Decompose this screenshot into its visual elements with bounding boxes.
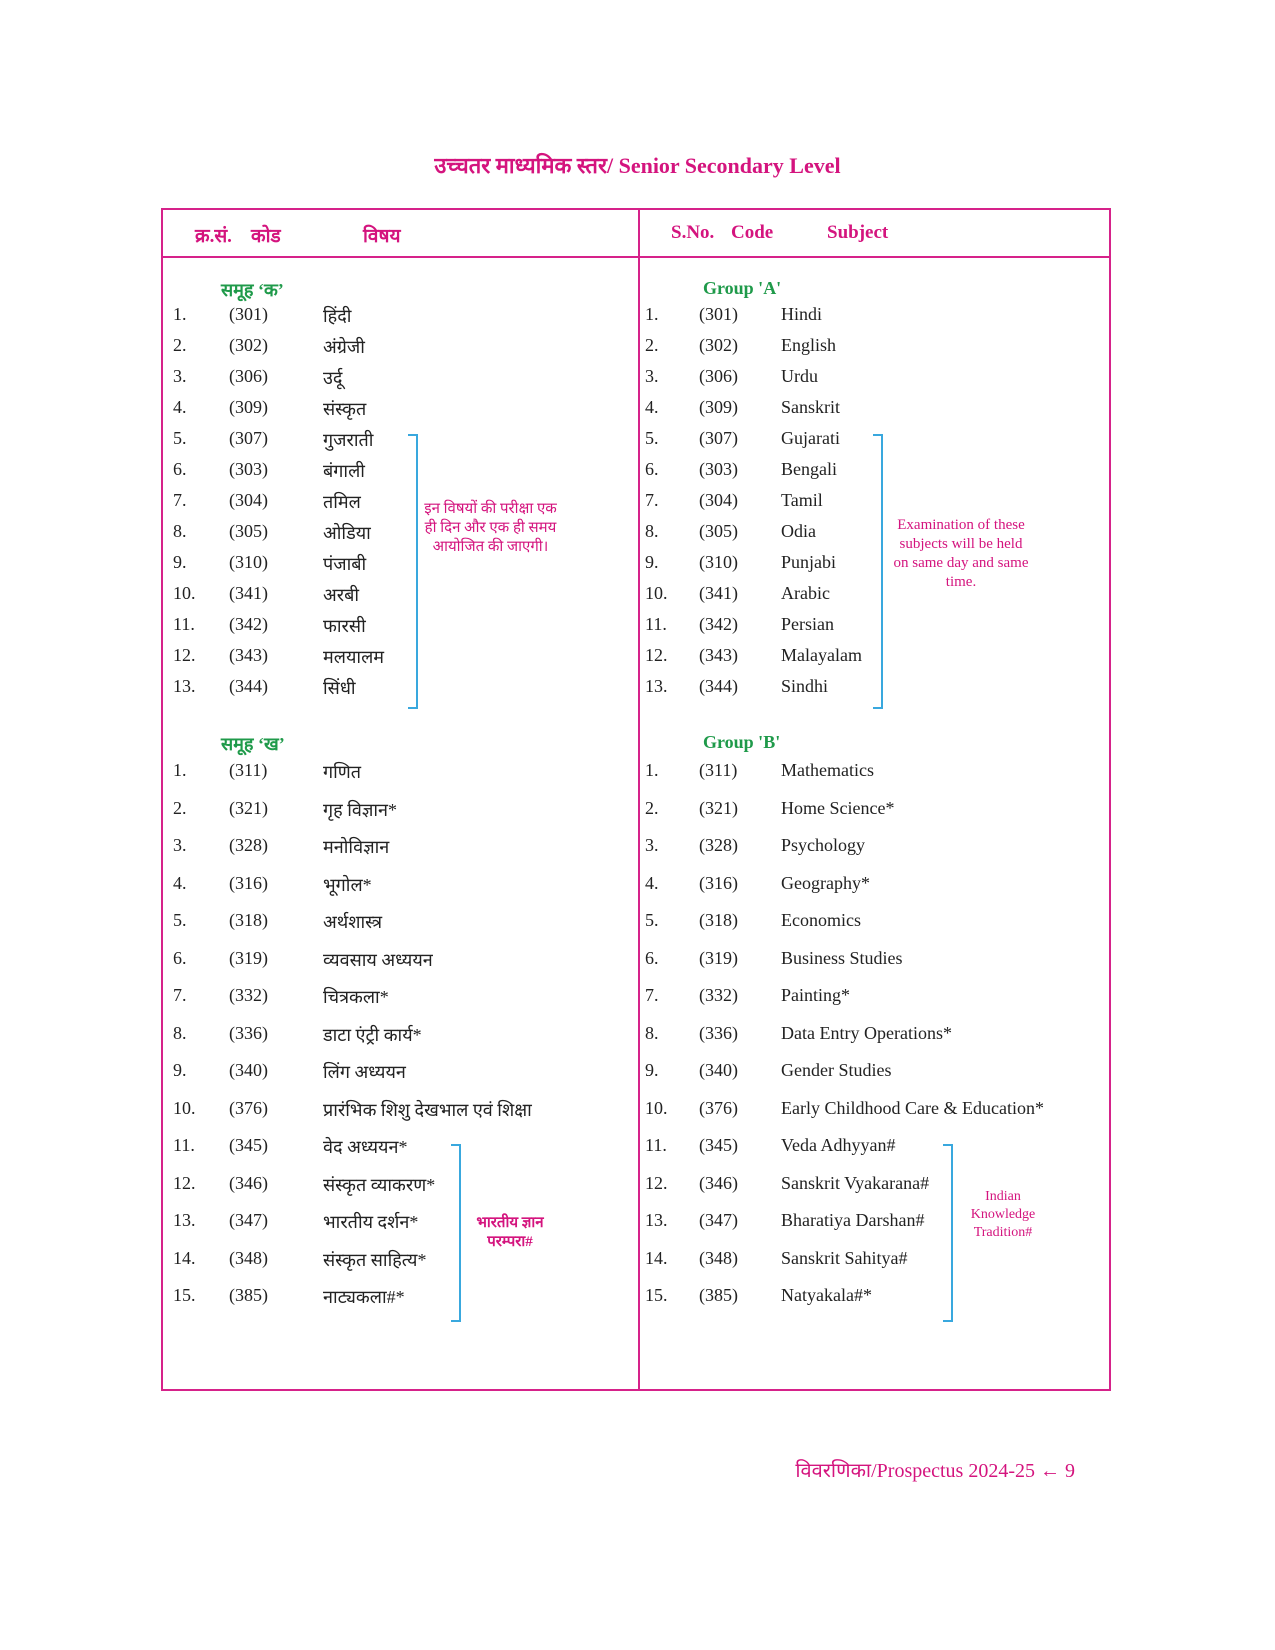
- row-code-en: (341): [699, 583, 738, 603]
- row-subject-hi: मनोविज्ञान: [323, 837, 390, 857]
- table-row: [163, 676, 1111, 702]
- row-code-en: (348): [699, 1247, 738, 1268]
- row-sno-hi: 13.: [173, 1210, 196, 1230]
- row-code-hi: (311): [229, 760, 268, 780]
- row-subject-hi: संस्कृत: [323, 399, 367, 419]
- row-subject-hi: संस्कृत साहित्य*: [323, 1249, 427, 1270]
- row-sno-hi: 12.: [173, 645, 196, 665]
- row-code-en: (310): [699, 552, 738, 572]
- table-row: [163, 835, 1111, 861]
- row-subject-hi: लिंग अध्ययन: [323, 1062, 406, 1082]
- table-row: [163, 910, 1111, 936]
- row-sno-hi: 1.: [173, 304, 187, 324]
- row-subject-hi: प्रारंभिक शिशु देखभाल एवं शिक्षा: [323, 1099, 532, 1120]
- table-row: [163, 335, 1111, 361]
- table-row: [163, 366, 1111, 392]
- row-code-hi: (319): [229, 947, 268, 968]
- row-sno-hi: 1.: [173, 760, 187, 780]
- row-code-hi: (376): [229, 1097, 268, 1118]
- row-code-en: (328): [699, 835, 738, 855]
- row-code-hi: (309): [229, 397, 268, 417]
- row-sno-en: 1.: [645, 304, 659, 324]
- page-footer: [795, 1456, 1075, 1483]
- group-a-heading-hi: समूह ‘क’: [221, 280, 284, 300]
- row-subject-en: Sanskrit: [781, 397, 841, 417]
- row-sno-en: 8.: [645, 521, 659, 541]
- table-row: [163, 798, 1111, 824]
- row-code-en: (303): [699, 459, 738, 479]
- row-code-hi: (340): [229, 1060, 268, 1080]
- row-subject-en: Gender Studies: [781, 1060, 892, 1080]
- row-subject-en: Odia: [781, 521, 816, 541]
- row-sno-hi: 4.: [173, 872, 187, 893]
- footer-text: विवरणिका/Prospectus 2024-25: [795, 1460, 1035, 1482]
- row-subject-hi: गुजराती: [323, 430, 374, 450]
- row-sno-en: 6.: [645, 459, 659, 479]
- row-sno-hi: 12.: [173, 1172, 196, 1193]
- row-code-hi: (343): [229, 645, 268, 665]
- row-sno-en: 12.: [645, 645, 668, 665]
- row-code-en: (347): [699, 1210, 738, 1230]
- row-subject-en: Persian: [781, 614, 834, 634]
- row-sno-en: 11.: [645, 614, 667, 634]
- row-subject-hi: हिंदी: [323, 306, 352, 326]
- row-subject-hi: सिंधी: [323, 678, 356, 698]
- row-code-en: (309): [699, 397, 738, 417]
- table-row: [163, 645, 1111, 671]
- row-code-hi: (336): [229, 1022, 268, 1043]
- row-code-en: (342): [699, 614, 738, 634]
- row-subject-en: Veda Adhyyan#: [781, 1135, 896, 1155]
- table-row: [163, 948, 1111, 974]
- row-code-en: (343): [699, 645, 738, 665]
- group-b-heading-en: Group 'B': [703, 732, 781, 752]
- row-code-hi: (345): [229, 1135, 268, 1155]
- row-subject-en: Sanskrit Sahitya#: [781, 1247, 908, 1268]
- row-subject-hi: अरबी: [323, 585, 360, 605]
- row-sno-hi: 2.: [173, 797, 187, 818]
- row-subject-en: Painting*: [781, 985, 851, 1005]
- table-row: [163, 459, 1111, 485]
- row-subject-hi: संस्कृत व्याकरण*: [323, 1174, 436, 1195]
- row-code-en: (336): [699, 1022, 738, 1043]
- row-code-en: (321): [699, 797, 738, 818]
- ikt-note-en: Indian Knowledge Tradition#: [970, 1189, 1036, 1240]
- row-sno-en: 2.: [645, 797, 659, 818]
- group-b-heading-hi: समूह ‘ख’: [221, 734, 285, 754]
- row-sno-hi: 15.: [173, 1285, 196, 1305]
- page-number: 9: [1065, 1460, 1075, 1482]
- row-subject-hi: तमिल: [323, 492, 361, 512]
- row-sno-hi: 11.: [173, 614, 195, 634]
- row-sno-hi: 5.: [173, 910, 187, 930]
- row-sno-hi: 4.: [173, 397, 187, 417]
- row-sno-hi: 5.: [173, 428, 187, 448]
- row-code-hi: (306): [229, 366, 268, 386]
- row-sno-en: 8.: [645, 1022, 659, 1043]
- page-title: उच्चतर माध्यमिक स्तर/ Senior Secondary Level: [434, 153, 841, 178]
- exam-brace-hi: [408, 434, 418, 709]
- row-subject-hi: उर्दू: [323, 368, 343, 388]
- row-code-hi: (341): [229, 583, 268, 603]
- row-subject-en: Natyakala#*: [781, 1285, 872, 1305]
- row-subject-en: Bharatiya Darshan#: [781, 1210, 925, 1230]
- row-subject-en: Punjabi: [781, 552, 837, 572]
- row-code-hi: (328): [229, 835, 268, 855]
- row-sno-en: 6.: [645, 947, 659, 968]
- row-sno-en: 5.: [645, 910, 659, 930]
- row-subject-hi: अंग्रेजी: [323, 337, 365, 357]
- row-sno-hi: 3.: [173, 366, 187, 386]
- row-subject-en: Hindi: [781, 304, 823, 324]
- row-code-hi: (303): [229, 459, 268, 479]
- row-code-hi: (310): [229, 552, 268, 572]
- row-subject-hi: भूगोल*: [323, 874, 372, 895]
- row-code-en: (345): [699, 1135, 738, 1155]
- row-subject-hi: चित्रकला*: [323, 987, 389, 1007]
- row-code-en: (376): [699, 1097, 738, 1118]
- row-subject-hi: डाटा एंट्री कार्य*: [323, 1024, 422, 1045]
- row-code-hi: (318): [229, 910, 268, 930]
- row-code-hi: (304): [229, 490, 268, 510]
- row-subject-hi: व्यवसाय अध्ययन: [323, 949, 433, 970]
- row-code-en: (344): [699, 676, 738, 696]
- header-subject-hi: विषय: [363, 226, 401, 247]
- table-row: [163, 1098, 1111, 1124]
- row-subject-hi: ओडिया: [323, 523, 371, 543]
- header-code-hi: कोड: [251, 226, 281, 247]
- table-row: [163, 1285, 1111, 1311]
- row-sno-en: 14.: [645, 1247, 668, 1268]
- row-subject-en: English: [781, 335, 837, 355]
- row-subject-hi: वेद अध्ययन*: [323, 1137, 408, 1157]
- table-row: [163, 1248, 1111, 1274]
- row-subject-en: Business Studies: [781, 947, 903, 968]
- ikt-brace-hi: [451, 1144, 461, 1322]
- row-sno-en: 2.: [645, 335, 659, 355]
- row-code-hi: (385): [229, 1285, 268, 1305]
- row-sno-en: 10.: [645, 1097, 668, 1118]
- row-code-en: (316): [699, 872, 738, 893]
- footer-arrow-icon: ←: [1040, 1460, 1060, 1482]
- row-sno-en: 7.: [645, 490, 659, 510]
- row-sno-hi: 8.: [173, 521, 187, 541]
- row-code-en: (302): [699, 335, 738, 355]
- row-sno-en: 12.: [645, 1172, 668, 1193]
- row-sno-hi: 3.: [173, 835, 187, 855]
- row-sno-hi: 9.: [173, 552, 187, 572]
- row-code-en: (305): [699, 521, 738, 541]
- exam-note-hi: इन विषयों की परीक्षा एक ही दिन और एक ही समय आयोजित की जाएगी।: [424, 501, 557, 555]
- row-subject-hi: गृह विज्ञान*: [323, 799, 398, 820]
- row-code-hi: (302): [229, 335, 268, 355]
- row-code-hi: (342): [229, 614, 268, 634]
- row-sno-hi: 10.: [173, 583, 196, 603]
- row-sno-en: 4.: [645, 397, 659, 417]
- row-subject-hi: अर्थशास्त्र: [323, 912, 383, 932]
- header-subject-en: Subject: [827, 222, 889, 243]
- row-subject-hi: फारसी: [323, 616, 366, 636]
- row-subject-en: Tamil: [781, 490, 823, 510]
- row-sno-en: 13.: [645, 1210, 668, 1230]
- row-code-hi: (321): [229, 797, 268, 818]
- table-row: [163, 760, 1111, 786]
- table-row: [163, 397, 1111, 423]
- row-subject-en: Economics: [781, 910, 861, 930]
- header-sno-en: S.No.: [671, 222, 715, 243]
- row-sno-en: 13.: [645, 676, 668, 696]
- row-code-hi: (316): [229, 872, 268, 893]
- row-code-en: (340): [699, 1060, 738, 1080]
- row-code-en: (385): [699, 1285, 738, 1305]
- row-sno-hi: 10.: [173, 1097, 196, 1118]
- row-sno-en: 3.: [645, 366, 659, 386]
- row-code-en: (304): [699, 490, 738, 510]
- row-code-hi: (344): [229, 676, 268, 696]
- row-code-en: (319): [699, 947, 738, 968]
- row-sno-hi: 11.: [173, 1135, 195, 1155]
- table-row: [163, 1135, 1111, 1161]
- row-code-en: (306): [699, 366, 738, 386]
- table-row: [163, 614, 1111, 640]
- row-subject-hi: पंजाबी: [323, 554, 367, 574]
- table-row: [163, 428, 1111, 454]
- row-code-hi: (301): [229, 304, 268, 324]
- row-sno-hi: 7.: [173, 985, 187, 1005]
- row-sno-hi: 13.: [173, 676, 196, 696]
- row-sno-en: 10.: [645, 583, 668, 603]
- row-subject-en: Malayalam: [781, 645, 862, 665]
- row-sno-hi: 6.: [173, 459, 187, 479]
- row-subject-hi: बंगाली: [323, 461, 365, 481]
- header-sno-hi: क्र.सं.: [195, 226, 232, 247]
- row-code-en: (318): [699, 910, 738, 930]
- row-sno-hi: 2.: [173, 335, 187, 355]
- row-subject-en: Sanskrit Vyakarana#: [781, 1172, 930, 1193]
- row-sno-en: 15.: [645, 1285, 668, 1305]
- row-code-en: (332): [699, 985, 738, 1005]
- row-subject-hi: भारतीय दर्शन*: [323, 1212, 419, 1232]
- row-sno-en: 9.: [645, 552, 659, 572]
- row-sno-hi: 8.: [173, 1022, 187, 1043]
- ikt-brace-en: [943, 1144, 953, 1322]
- row-subject-hi: मलयालम: [323, 647, 385, 667]
- row-code-hi: (307): [229, 428, 268, 448]
- row-subject-en: Early Childhood Care & Education*: [781, 1097, 1044, 1118]
- table-row: [163, 490, 1111, 516]
- subjects-table: [161, 208, 1111, 1391]
- row-sno-hi: 6.: [173, 947, 187, 968]
- row-subject-en: Home Science*: [781, 797, 895, 818]
- row-subject-en: Gujarati: [781, 428, 840, 448]
- row-subject-hi: गणित: [323, 762, 362, 782]
- ikt-note-hi: भारतीय ज्ञान परम्परा#: [476, 1215, 544, 1250]
- row-sno-hi: 14.: [173, 1247, 196, 1268]
- row-code-hi: (332): [229, 985, 268, 1005]
- row-subject-en: Sindhi: [781, 676, 829, 696]
- row-code-en: (307): [699, 428, 738, 448]
- row-sno-en: 4.: [645, 872, 659, 893]
- row-sno-en: 1.: [645, 760, 659, 780]
- row-sno-en: 3.: [645, 835, 659, 855]
- row-sno-en: 7.: [645, 985, 659, 1005]
- row-subject-en: Geography*: [781, 872, 870, 893]
- row-subject-en: Urdu: [781, 366, 818, 386]
- row-code-en: (311): [699, 760, 738, 780]
- row-subject-en: Data Entry Operations*: [781, 1022, 952, 1043]
- row-subject-en: Psychology: [781, 835, 866, 855]
- exam-note-en: Examination of these subjects will be held on same day and same time.: [893, 517, 1029, 590]
- table-row: [163, 304, 1111, 330]
- row-code-hi: (348): [229, 1247, 268, 1268]
- row-code-hi: (347): [229, 1210, 268, 1230]
- exam-brace-en: [873, 434, 883, 709]
- row-code-hi: (305): [229, 521, 268, 541]
- row-sno-en: 5.: [645, 428, 659, 448]
- group-a-heading-en: Group 'A': [703, 278, 782, 298]
- table-row: [163, 873, 1111, 899]
- row-subject-en: Arabic: [781, 583, 830, 603]
- row-sno-hi: 7.: [173, 490, 187, 510]
- row-sno-hi: 9.: [173, 1060, 187, 1080]
- table-row: [163, 1060, 1111, 1086]
- table-row: [163, 1023, 1111, 1049]
- row-subject-en: Mathematics: [781, 760, 874, 780]
- row-code-en: (346): [699, 1172, 738, 1193]
- header-code-en: Code: [731, 222, 774, 243]
- row-code-en: (301): [699, 304, 738, 324]
- row-code-hi: (346): [229, 1172, 268, 1193]
- header-divider: [163, 256, 1109, 258]
- row-subject-en: Bengali: [781, 459, 837, 479]
- row-sno-en: 9.: [645, 1060, 659, 1080]
- row-subject-hi: नाट्यकला#*: [323, 1287, 405, 1307]
- table-row: [163, 985, 1111, 1011]
- row-sno-en: 11.: [645, 1135, 667, 1155]
